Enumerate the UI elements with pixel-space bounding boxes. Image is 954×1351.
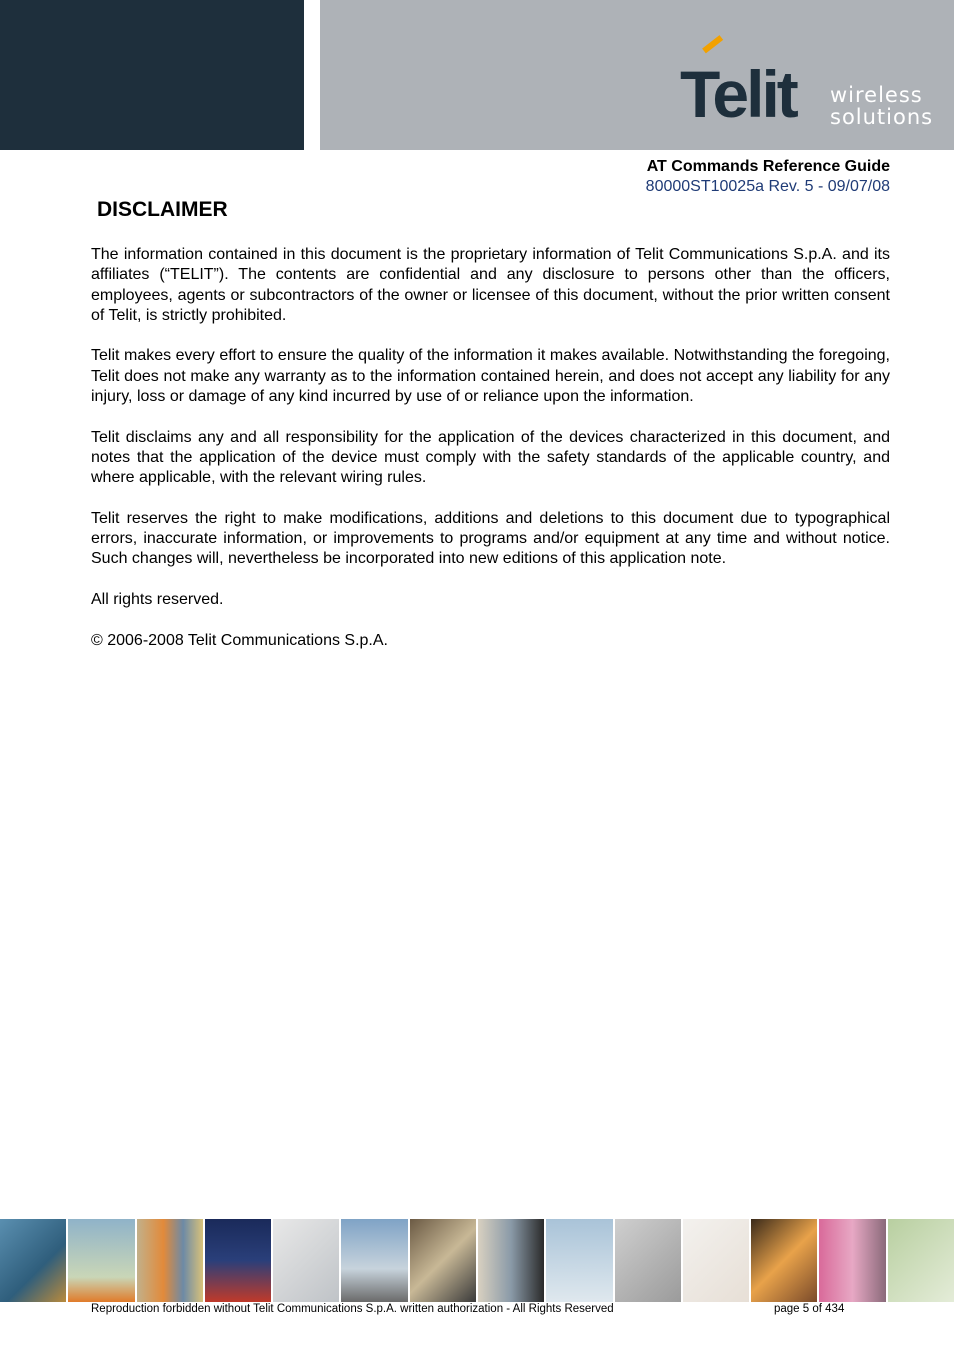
paragraph-confidentiality: The information contained in this document is the proprietary information of Telit Communications S.p.A. and its affiliates (“TELIT”). The contents are confidential and any disclosure to persons other than the officers, employees, agents or subcontractors of the owner or licensee of this document, without the prior written consent of Telit, is strictly prohibited. [91, 246, 890, 324]
logo-subtitle [830, 84, 933, 128]
telit-logo [676, 48, 936, 132]
photo-phone-sign [68, 1219, 134, 1302]
header-dark-panel [0, 0, 304, 150]
paragraph-modifications: Telit reserves the right to make modifications, additions and deletions to this document due to typographical errors, inaccurate information, or improvements to programs and/or equipment at any time and without notice. Such changes will, nevertheless be incorporated into new editions of this application note. [91, 509, 890, 568]
photo-vending [478, 1219, 544, 1302]
photo-wind-turbines [546, 1219, 612, 1302]
photo-camera [888, 1219, 954, 1302]
paragraph-copyright: © 2006-2008 Telit Communications S.p.A. [91, 631, 388, 649]
photo-containers [137, 1219, 203, 1302]
section-heading: DISCLAIMER [97, 198, 228, 221]
footer-photo-strip [0, 1219, 954, 1302]
photo-cans [819, 1219, 885, 1302]
photo-laser [683, 1219, 749, 1302]
photo-meters [615, 1219, 681, 1302]
photo-keyboard [273, 1219, 339, 1302]
photo-road [0, 1219, 66, 1302]
logo-subtitle-line-2: solutions [830, 105, 934, 129]
footer-page-number: page 5 of 434 [774, 1303, 845, 1315]
logo-wordmark: Telit [680, 57, 796, 131]
document-revision: 80000ST10025a Rev. 5 - 09/07/08 [645, 178, 890, 195]
photo-cyclist [341, 1219, 407, 1302]
logo-subtitle-line-1: wireless [830, 83, 923, 107]
footer-reproduction-note: Reproduction forbidden without Telit Communications S.p.A. written authorization - All Rights Reserved [91, 1303, 614, 1315]
photo-street-lights [751, 1219, 817, 1302]
document-title: AT Commands Reference Guide [646, 158, 890, 175]
paragraph-responsibility: Telit disclaims any and all responsibility for the application of the devices characterized in this document, and notes that the application of the device must comply with the safety standards of the applicable country, and where applicable, with the relevant wiring rules. [91, 428, 890, 487]
paragraph-rights: All rights reserved. [91, 591, 224, 609]
photo-card-reader [410, 1219, 476, 1302]
photo-clock-display [205, 1219, 271, 1302]
disclaimer-body [91, 245, 890, 671]
paragraph-warranty: Telit makes every effort to ensure the quality of the information it makes available. Notwithstanding the foregoing, Telit does not make any warranty as to the information contained herein, and does not accept any liability for any injury, loss or damage of any kind incurred by use of or reliance upon the information. [91, 347, 890, 406]
